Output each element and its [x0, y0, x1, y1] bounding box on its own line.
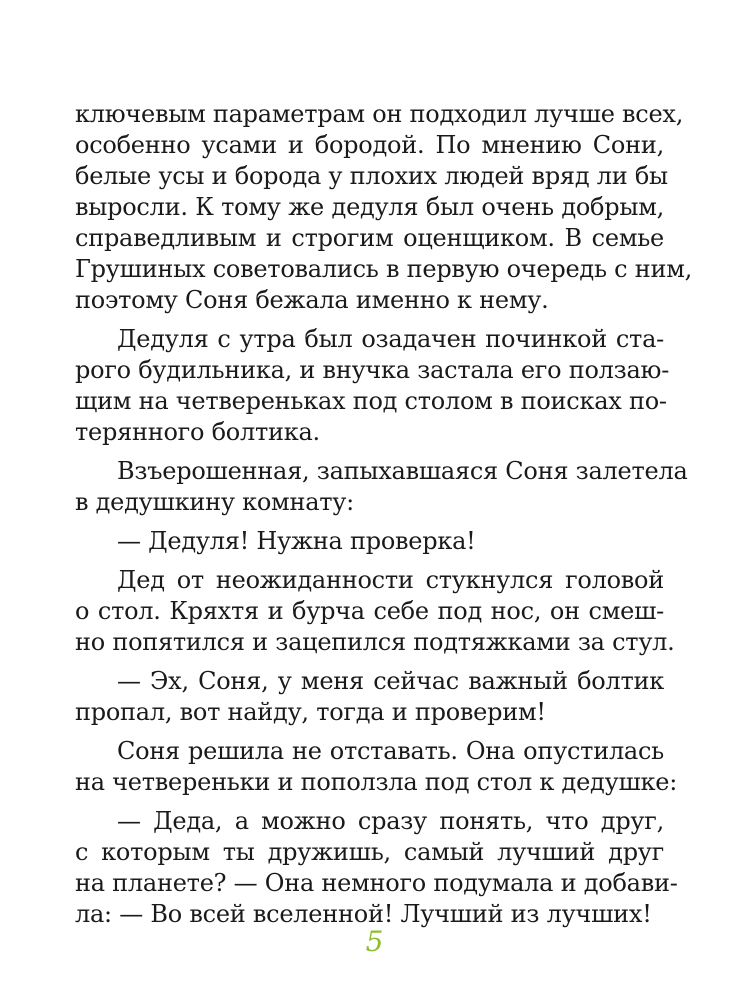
text-line: Взъерошенная, запыхавшаяся Соня залетела [117, 457, 688, 485]
text-line: Соня решила не отставать. Она опустилась [117, 737, 664, 765]
text-line: Дед от неожиданности стукнулся головой [117, 566, 664, 594]
text-line: — Деда, а можно сразу понять, что друг, [117, 807, 664, 835]
text-line: о стол. Кряхтя и бурча себе под нос, он смеш- [75, 597, 664, 625]
text-line: на планете? — Она немного подумала и добави- [75, 869, 678, 897]
text-line: Дедуля с утра был озадачен починкой ста- [117, 325, 664, 353]
text-line: ключевым параметрам он подходил лучше всех, [75, 100, 684, 128]
text-line: выросли. К тому же дедуля был очень добрым, [75, 193, 664, 221]
text-line: — Эх, Соня, у меня сейчас важный болтик [117, 667, 664, 695]
text-line: рого будильника, и внучка застала его ползаю- [75, 356, 670, 384]
text-line: белые усы и борода у плохих людей вряд ли бы [75, 162, 668, 190]
text-line: — Дедуля! Нужна проверка! [117, 527, 476, 555]
book-text [75, 99, 693, 938]
text-line: ла: — Во всей вселенной! Лучший из лучших! [75, 900, 652, 928]
text-line: с которым ты дружишь, самый лучший друг [75, 838, 664, 866]
text-line: особенно усами и бородой. По мнению Сони, [75, 131, 664, 159]
page-number: 5 [365, 925, 384, 958]
text-line: но попятился и зацепился подтяжками за стул. [75, 628, 675, 656]
text-line: Грушиных советовались в первую очередь с ним, [75, 255, 693, 283]
text-line: щим на четвереньках под столом в поисках по- [75, 387, 667, 415]
text-line: в дедушкину комнату: [75, 488, 354, 516]
text-line: на четвереньки и поползла под стол к дедушке: [75, 768, 678, 796]
text-line: поэтому Соня бежала именно к нему. [75, 286, 549, 314]
text-line: пропал, вот найду, тогда и проверим! [75, 698, 546, 726]
text-line: терянного болтика. [75, 418, 320, 446]
text-line: справедливым и строгим оценщиком. В семье [75, 224, 664, 252]
